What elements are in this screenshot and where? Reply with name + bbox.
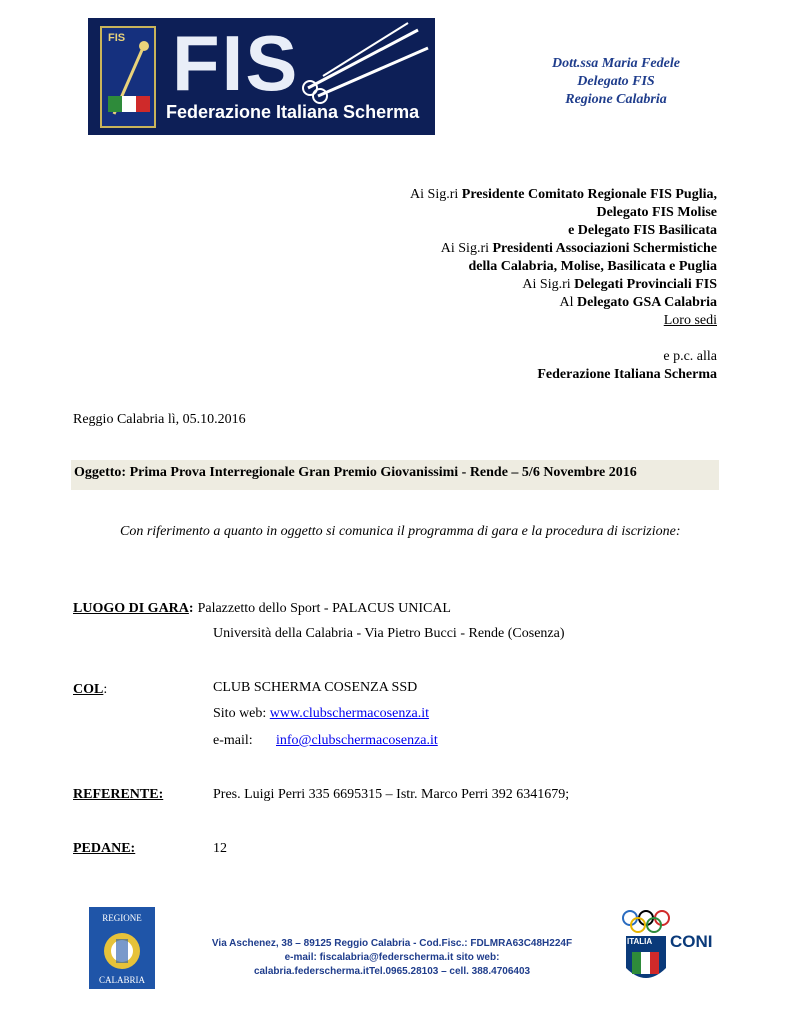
cc-line: e p.c. alla: [663, 349, 717, 364]
footer-line: e-mail: fiscalabria@federscherma.it sito web:: [284, 952, 500, 963]
sender-role: Delegato FIS: [577, 74, 655, 89]
recipient-name: Presidenti Associazioni Schermistiche: [492, 241, 717, 256]
luogo-address: Università della Calabria - Via Pietro Bucci - Rende (Cosenza): [213, 626, 565, 641]
email-link[interactable]: info@clubschermacosenza.it: [276, 733, 438, 748]
sender-region: Regione Calabria: [565, 92, 667, 107]
recipient-name: della Calabria, Molise, Basilicata e Puglia: [468, 259, 717, 274]
coni-logo: [620, 908, 720, 988]
email-label: e-mail:: [213, 733, 253, 748]
luogo-colon: :: [188, 601, 194, 616]
footer-address: [180, 937, 604, 979]
loro-sedi: Loro sedi: [663, 313, 717, 328]
region-bottom-text: CALABRIA: [98, 975, 145, 985]
recipient-line: [410, 222, 717, 240]
footer-line: calabria.federscherma.itTel.0965.28103 – cell. 388.4706403: [253, 966, 531, 977]
sender-block: [520, 55, 712, 109]
recipient-name: Delegato GSA Calabria: [577, 295, 717, 310]
recipient-line: [410, 204, 717, 222]
recipient-line: [410, 186, 717, 204]
recipient-name: e Delegato FIS Basilicata: [568, 223, 717, 238]
col-label: COL: [73, 682, 104, 697]
referente-label: REFERENTE:: [73, 787, 164, 802]
intro-paragraph: Con riferimento a quanto in oggetto si comunica il programma di gara e la procedura di iscrizione:: [120, 524, 681, 539]
region-top-text: REGIONE: [102, 913, 142, 923]
footer-line: Via Aschenez, 38 – 89125 Reggio Calabria - Cod.Fisc.: FDLMRA63C48H224F: [211, 938, 573, 949]
recipient-name: Delegati Provinciali FIS: [574, 277, 717, 292]
luogo-value: Palazzetto dello Sport - PALACUS UNICAL: [197, 601, 451, 616]
col-website-row: [213, 706, 429, 722]
emblem-text: FIS: [108, 32, 126, 44]
fis-logo: [88, 18, 435, 135]
subject-line: Oggetto: Prima Prova Interregionale Gran Premio Giovanissimi - Rende – 5/6 Novembre 2016: [71, 460, 719, 490]
fis-subtitle: Federazione Italiana Scherma: [166, 102, 420, 122]
recipient-prefix: Ai Sig.ri: [410, 187, 462, 202]
col-email-wrap: [276, 733, 438, 749]
luogo-label: LUOGO DI GARA: [73, 601, 189, 616]
referente-value: Pres. Luigi Perri 335 6695315 – Istr. Marco Perri 392 6341679;: [213, 787, 570, 802]
recipient-name: Delegato FIS Molise: [596, 205, 717, 220]
col-label-wrap: [73, 680, 107, 698]
coni-italia-text: ITALIA: [627, 937, 653, 946]
pedane-label: PEDANE:: [73, 841, 136, 856]
recipient-line: [410, 258, 717, 276]
coni-text: CONI: [670, 932, 713, 951]
recipient-prefix: Ai Sig.ri: [522, 277, 575, 292]
sender-name: Dott.ssa Maria Fedele: [552, 56, 680, 71]
pedane-value: 12: [213, 841, 227, 856]
recipient-line: [410, 312, 717, 330]
fis-wordmark: FIS: [172, 19, 300, 107]
recipient-prefix: Al: [559, 295, 577, 310]
col-name: CLUB SCHERMA COSENZA SSD: [213, 680, 418, 695]
cc-recipient: Federazione Italiana Scherma: [537, 367, 717, 382]
luogo-row: [73, 599, 451, 617]
recipient-prefix: Ai Sig.ri: [440, 241, 493, 256]
col-colon: :: [103, 682, 108, 697]
recipient-line: [410, 276, 717, 294]
recipients-block: [410, 186, 717, 384]
website-label: Sito web:: [213, 706, 270, 721]
recipient-line: [410, 294, 717, 312]
recipient-line: [410, 240, 717, 258]
col-email-row: [213, 733, 253, 749]
recipient-name: Presidente Comitato Regionale FIS Puglia,: [461, 187, 717, 202]
date-line: Reggio Calabria lì, 05.10.2016: [73, 412, 246, 427]
regione-calabria-logo: [89, 907, 155, 989]
cc-line: [410, 366, 717, 384]
website-link[interactable]: www.clubschermacosenza.it: [269, 706, 430, 721]
